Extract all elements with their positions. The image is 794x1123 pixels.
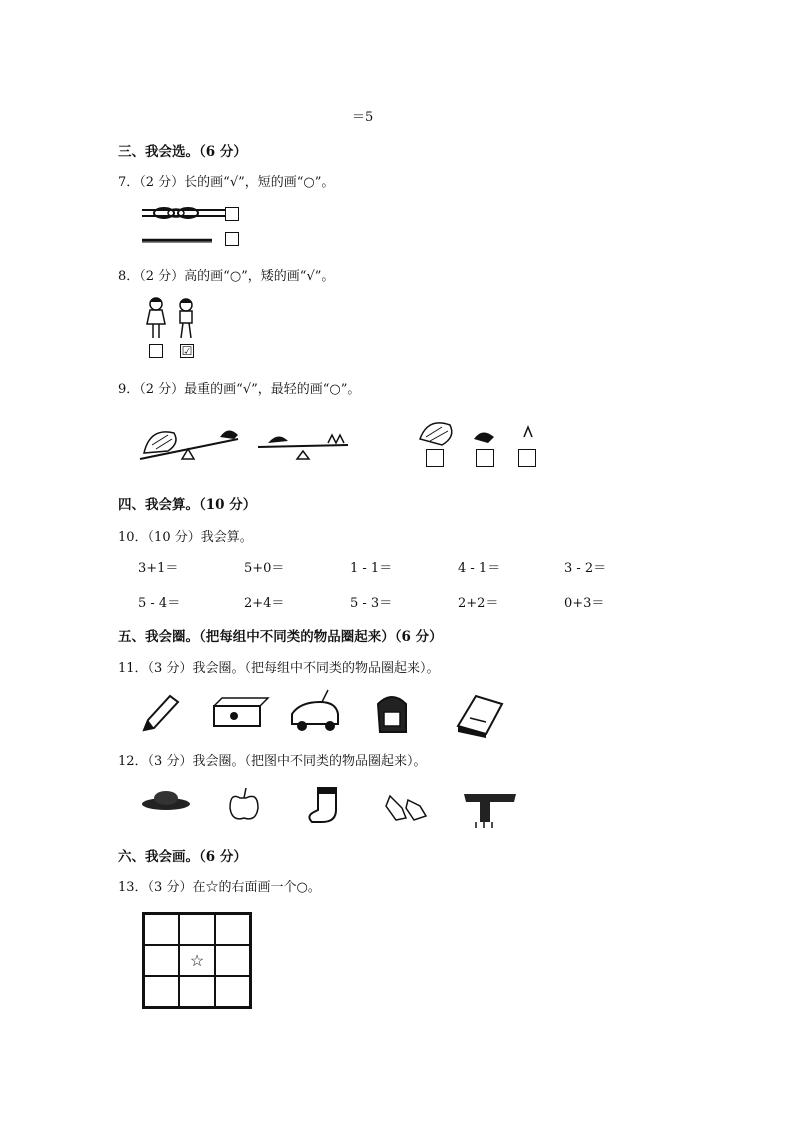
drawing-grid[interactable] — [142, 912, 252, 1009]
answer-box-long-rope[interactable] — [225, 207, 239, 221]
section-3-title: 三、我会选。（6 分） — [118, 144, 247, 160]
question-10: 10．（10 分）我会算。 — [118, 530, 253, 545]
math-problem: 4 - 1＝ — [458, 561, 501, 576]
star-icon: ☆ — [189, 951, 205, 970]
question-13: 13．（3 分）在☆的右面画一个○。 — [118, 880, 321, 895]
grid-cell[interactable] — [144, 914, 179, 945]
question-12: 12．（3 分）我会圈。（把图中不同类的物品圈起来）。 — [118, 754, 427, 769]
math-problem: 5+0＝ — [244, 561, 285, 576]
section-6-title: 六、我会画。（6 分） — [118, 849, 247, 865]
answer-box-girl[interactable] — [149, 344, 163, 358]
question-11: 11．（3 分）我会圈。（把每组中不同类的物品圈起来）。 — [118, 661, 440, 676]
math-problem: 5 - 3＝ — [350, 596, 393, 611]
math-problem: 5 - 4＝ — [138, 596, 181, 611]
question-8: 8．（2 分）高的画“○”，矮的画“√”。 — [118, 269, 335, 284]
children-illustration — [142, 296, 202, 344]
grid-cell[interactable] — [215, 976, 250, 1007]
answer-box-cabbage[interactable] — [426, 449, 444, 467]
grid-cell-right-of-star[interactable] — [215, 945, 250, 976]
math-problem: 1 - 1＝ — [350, 561, 393, 576]
grid-cell[interactable] — [215, 914, 250, 945]
answer-box-boy[interactable] — [180, 344, 194, 358]
grid-cell[interactable] — [179, 914, 214, 945]
answer-box-pepper[interactable] — [518, 449, 536, 467]
section-5-title: 五、我会圈。（把每组中不同类的物品圈起来）（6 分） — [118, 629, 443, 645]
question-7: 7．（2 分）长的画“√”，短的画“○”。 — [118, 175, 335, 190]
math-problem: 2+4＝ — [244, 596, 285, 611]
equation-result: ＝5 — [352, 110, 374, 125]
ropes-illustration — [140, 200, 230, 250]
grid-cell-center[interactable] — [179, 945, 214, 976]
grid-cell[interactable] — [179, 976, 214, 1007]
grid-cell[interactable] — [144, 945, 179, 976]
clothing-illustration — [140, 782, 520, 832]
stationery-illustration — [140, 688, 510, 738]
check-mark: ☑ — [181, 344, 193, 358]
math-problem: 3+1＝ — [138, 561, 179, 576]
math-problem: 3 - 2＝ — [564, 561, 607, 576]
math-problem: 0+3＝ — [564, 596, 605, 611]
grid-cell[interactable] — [144, 976, 179, 1007]
math-problem: 2+2＝ — [458, 596, 499, 611]
question-9: 9．（2 分）最重的画“√”，最轻的画“○”。 — [118, 382, 361, 397]
answer-box-radish[interactable] — [476, 449, 494, 467]
answer-box-short-rope[interactable] — [225, 232, 239, 246]
section-4-title: 四、我会算。（10 分） — [118, 497, 257, 513]
